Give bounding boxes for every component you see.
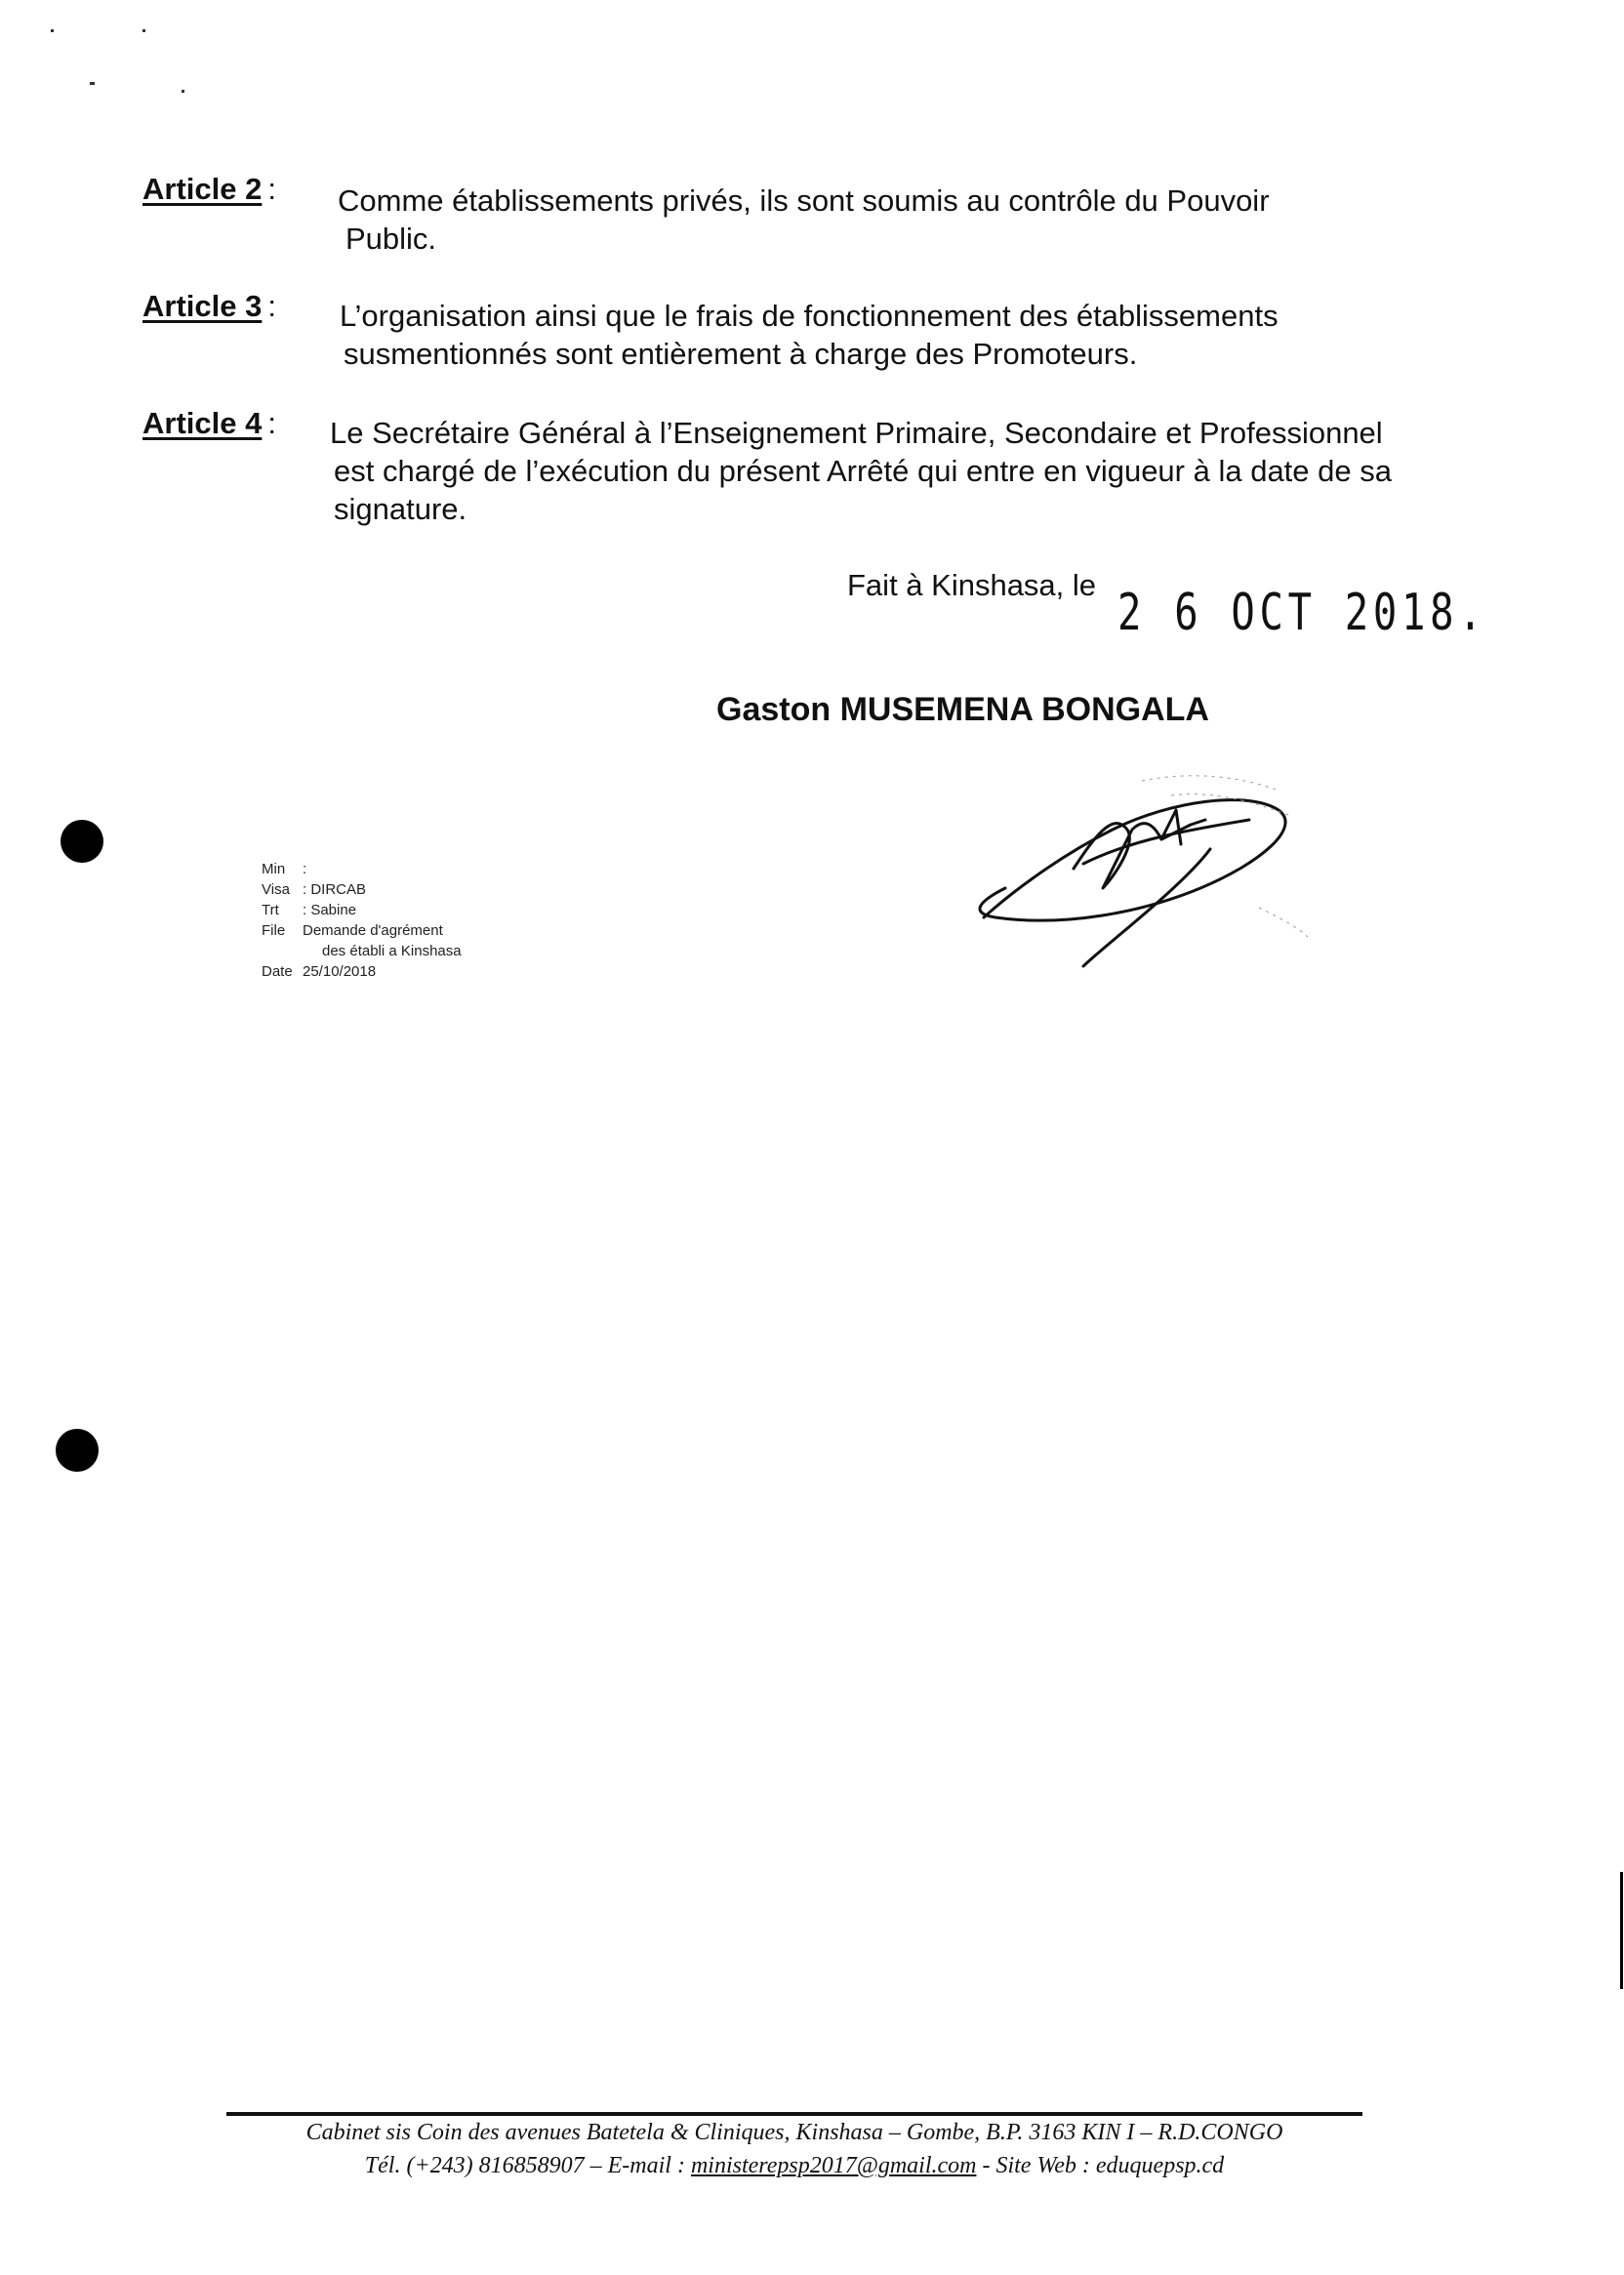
scan-speck xyxy=(51,29,54,32)
memo-row: Trt : Sabine xyxy=(262,902,357,918)
memo-row: Min : xyxy=(262,861,307,877)
scan-speck xyxy=(90,82,95,85)
punch-hole xyxy=(56,1429,99,1472)
scan-speck xyxy=(182,90,184,93)
article-text xyxy=(338,182,1270,258)
article-label: Article 4 : xyxy=(142,406,276,440)
memo-row: des établi a Kinshasa xyxy=(322,943,462,959)
article-text xyxy=(330,414,1392,528)
signer-name: Gaston MUSEMENA BONGALA xyxy=(716,691,1209,728)
article-line: susmentionnés sont entièrement à charge des Promoteurs. xyxy=(344,337,1138,371)
scan-speck xyxy=(142,29,145,32)
article-line: est chargé de l’exécution du présent Arrêté qui entre en vigueur à la date de sa xyxy=(334,454,1392,488)
memo-row: Visa : DIRCAB xyxy=(262,881,367,898)
footer-email-link[interactable]: ministerepsp2017@gmail.com xyxy=(690,2153,977,2178)
footer-phone: Tél. (+243) 816858907 – E-mail : xyxy=(364,2153,691,2178)
footer-contact xyxy=(226,2153,1362,2179)
margin-mark xyxy=(1620,1872,1623,1989)
place-text: Fait à Kinshasa, le xyxy=(847,568,1097,602)
article-line: L’organisation ainsi que le frais de fonctionnement des établissements xyxy=(340,299,1279,333)
handwritten-signature xyxy=(966,771,1337,986)
article-label: Article 3 : xyxy=(142,289,276,323)
footer-website: - Site Web : eduquepsp.cd xyxy=(976,2153,1225,2178)
internal-memo xyxy=(262,859,462,982)
article-line: Le Secrétaire Général à l’Enseignement Primaire, Secondaire et Professionnel xyxy=(330,416,1383,450)
footer-rule xyxy=(226,2112,1362,2116)
article-text xyxy=(340,297,1279,373)
footer-address: Cabinet sis Coin des avenues Batetela & Cliniques, Kinshasa – Gombe, B.P. 3163 KIN I – R.D.CONGO xyxy=(305,2120,1283,2145)
article-line: Comme établissements privés, ils sont soumis au contrôle du Pouvoir xyxy=(338,183,1270,218)
article-label: Article 2 : xyxy=(142,172,276,206)
article-line: Public. xyxy=(345,222,437,256)
memo-row: Date 25/10/2018 xyxy=(262,963,377,980)
punch-hole xyxy=(61,820,103,863)
memo-row: File Demande d'agrément xyxy=(262,922,443,939)
stamped-date: 2 6 OCT 2018. xyxy=(1117,584,1487,642)
article-line: signature. xyxy=(334,492,467,526)
